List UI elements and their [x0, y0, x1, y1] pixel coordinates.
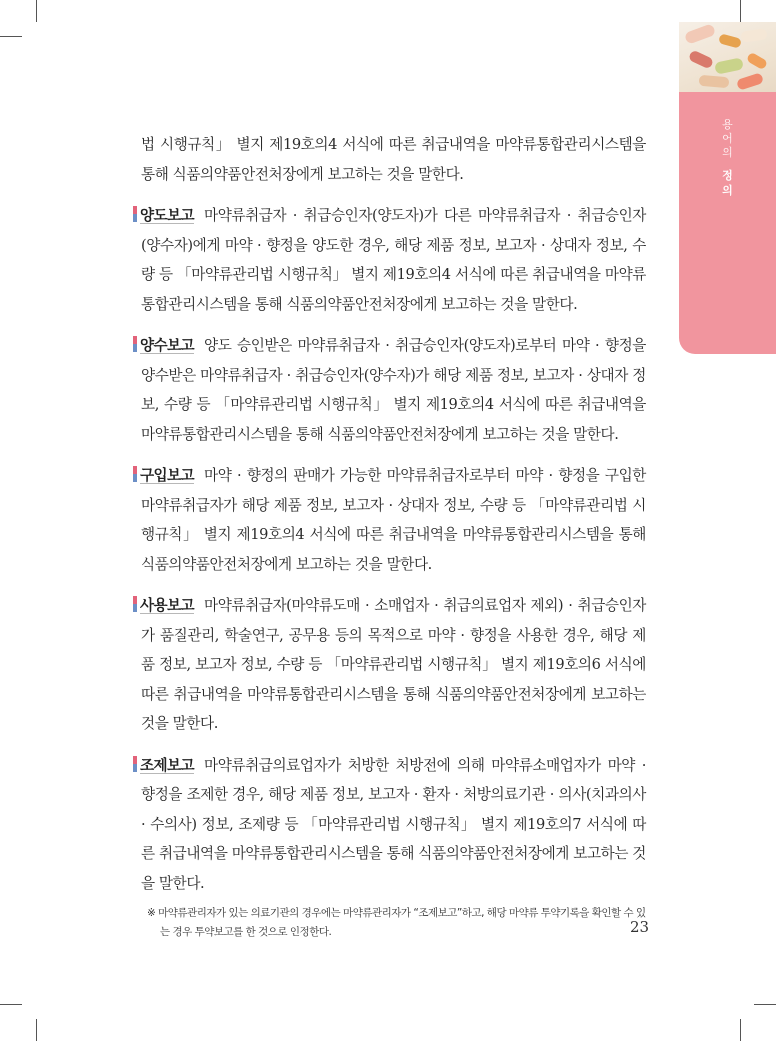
crop-mark [754, 1004, 776, 1005]
term-marker-icon [133, 596, 137, 612]
term-label: 양도보고 [140, 207, 194, 224]
intro-paragraph [141, 130, 646, 189]
chapter-label-bold [722, 168, 733, 198]
definition-item [141, 201, 646, 319]
term-heading [133, 597, 204, 614]
crop-mark [0, 36, 22, 37]
term-marker-icon [133, 336, 137, 352]
footnote [141, 904, 646, 942]
term-heading [133, 337, 204, 354]
definition-text: 마약류취급의료업자가 처방한 처방전에 의해 마약류소매업자가 마약 · 향정을 조제한 경우, 해당 제품 정보, 보고자 · 환자 · 처방의료기관 · 의사(치과의사 · 수의사) 정보, 조제량 등 「마약류관리법 시행규칙」 별지 제19호의7 서식에 따른 취급내역을 마약류통합관리시스템을 통해 식품의약품안전처장에게 보고하는 것을 말한다. [141, 756, 646, 892]
definition-item [141, 461, 646, 579]
term-label: 조제보고 [140, 756, 194, 774]
page-number: 23 [630, 918, 650, 936]
term-heading [133, 757, 204, 774]
pills-photo [679, 22, 776, 92]
crop-mark [36, 0, 37, 22]
chapter-side-tab [679, 22, 776, 354]
term-label: 양수보고 [140, 337, 194, 354]
crop-mark [740, 1019, 741, 1041]
definition-text: 마약류취급자 · 취급승인자(양도자)가 다른 마약류취급자 · 취급승인자(양수자)에게 마약 · 향정을 양도한 경우, 해당 제품 정보, 보고자 · 상대자 정보, 수량 등 「마약류관리법 시행규칙」 별지 제19호의4 서식에 따른 취급내역을 마약류통합관리시스템을 통해 식품의약품안전처장에게 보고하는 것을 말한다. [141, 207, 646, 313]
term-marker-icon [133, 206, 137, 222]
definition-text: 마약 · 향정의 판매가 가능한 마약류취급자로부터 마약 · 향정을 구입한 마약류취급자가 해당 제품 정보, 보고자 · 상대자 정보, 수량 등 「마약류관리법 시행규칙」 별지 제19호의4 서식에 따른 취급내역을 마약류통합관리시스템을 통해 식품의약품안전처장에게 보고하는 것을 말한다. [141, 467, 646, 573]
definitions-content [141, 130, 646, 942]
footnote-text: ※ 마약류관리자가 있는 의료기관의 경우에는 마약류관리자가 “조제보고”하고, 해당 마약류 투약기록을 확인할 수 있는 경우 투약보고를 한 것으로 인정한다. [147, 907, 646, 938]
term-label: 사용보고 [140, 597, 194, 614]
definition-text: 마약류취급자(마약류도매 · 소매업자 · 취급의료업자 제외) · 취급승인자가 품질관리, 학술연구, 공무용 등의 목적으로 마약 · 향정을 사용한 경우, 해당 제품 정보, 보고자 정보, 수량 등 「마약류관리법 시행규칙」 별지 제19호의6 서식에 따른 취급내역을 마약류통합관리시스템을 통해 식품의약품안전처장에게 보고하는 것을 말한다. [141, 597, 646, 732]
chapter-label-char: 의 [722, 146, 733, 159]
intro-text: 법 시행규칙」 별지 제19호의4 서식에 따른 취급내역을 마약류통합관리시스템을 통해 식품의약품안전처장에게 보고하는 것을 말한다. [141, 136, 646, 183]
definition-item [141, 591, 646, 739]
term-heading [133, 207, 204, 224]
term-label: 구입보고 [140, 467, 194, 484]
definition-item [141, 751, 646, 899]
chapter-label-char: 용 [722, 118, 733, 131]
definition-item [141, 331, 646, 449]
crop-mark [0, 1004, 22, 1005]
term-marker-icon [133, 756, 137, 772]
chapter-label-char: 어 [722, 132, 733, 145]
chapter-label-char: 정 [722, 169, 733, 182]
crop-mark [36, 1019, 37, 1041]
chapter-vertical-label [679, 118, 776, 198]
chapter-label-char: 의 [722, 184, 733, 197]
definition-text: 양도 승인받은 마약류취급자 · 취급승인자(양도자)로부터 마약 · 향정을 양수받은 마약류취급자 · 취급승인자(양수자)가 해당 제품 정보, 보고자 · 상대자 정보, 수량 등 「마약류관리법 시행규칙」 별지 제19호의4 서식에 따른 취급내역을 마약류통합관리시스템을 통해 식품의약품안전처장에게 보고하는 것을 말한다. [141, 337, 646, 443]
crop-mark [740, 0, 741, 22]
term-marker-icon [133, 466, 137, 482]
chapter-label-light [722, 118, 733, 160]
term-heading [133, 467, 204, 484]
